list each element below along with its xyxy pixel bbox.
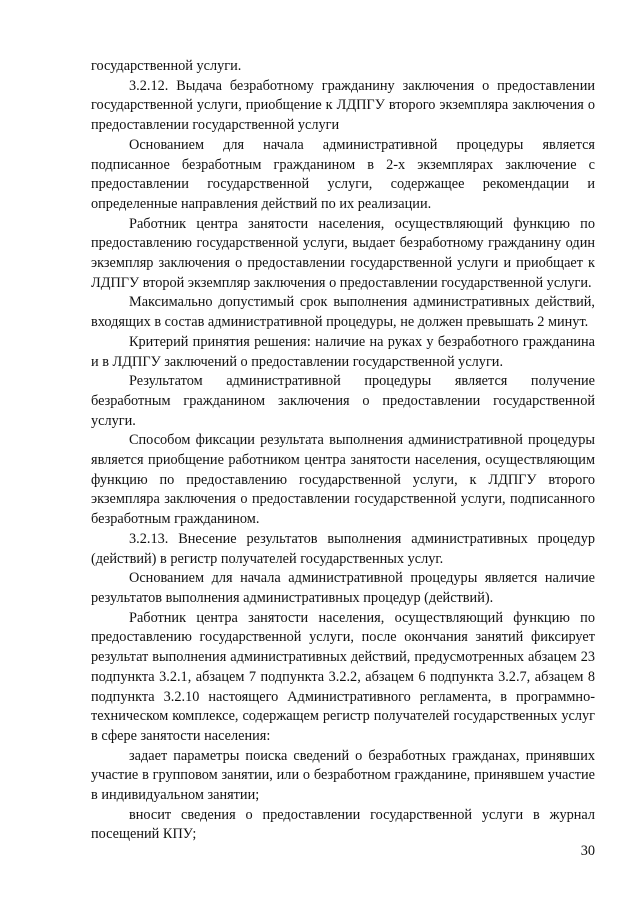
paragraph: Основанием для начала административной процедуры является наличие результатов выполнения административных процедур (действий). — [91, 570, 595, 606]
paragraph: Работник центра занятости населения, осуществляющий функцию по предоставлению государственной услуги, после окончания занятий фиксирует результат выполнения административных действий, предусмотренных абзацем 23 подпункта 3.2.1, абзацем 7 подпункта 3.2.2, абзацем 6 подпункта 3.2.7, абзацем 8 подпункта 3.2.10 настоящего Административного регламента, в программно-техническом комплексе, содержащем регистр получателей государственных услуг в сфере занятости населения: — [91, 609, 595, 744]
paragraph-continuation: государственной услуги. — [91, 58, 242, 74]
paragraph: Максимально допустимый срок выполнения административных действий, входящих в состав административной процедуры, не должен превышать 2 минут. — [91, 294, 595, 331]
paragraph-section-3-2-12-heading: 3.2.12. Выдача безработному гражданину заключения о предоставлении государственной услуги, приобщение к ЛДПГУ второго экземпляра заключения о предоставлении государственной услуги — [91, 77, 595, 134]
paragraph: вносит сведения о предоставлении государственной услуги в журнал посещений КПУ; — [91, 806, 595, 843]
page-number: 30 — [580, 843, 595, 859]
paragraph: Результатом административной процедуры является получение безработным гражданином заключения о предоставлении государственной услуги. — [91, 373, 595, 429]
paragraph: задает параметры поиска сведений о безработных гражданах, принявших участие в групповом занятии, или о безработном гражданине, принявшем участие в индивидуальном занятии; — [91, 747, 595, 804]
paragraph: Работник центра занятости населения, осуществляющий функцию по предоставлению государственной услуги, выдает безработному гражданину один экземпляр заключения о предоставлении государственной услуги и приобщает к ЛДПГУ второй экземпляр заключения о предоставлении государственной услуги. — [91, 215, 595, 291]
paragraph: Способом фиксации результата выполнения административной процедуры является приобщение работником центра занятости населения, осуществляющим функцию по предоставлению государственной услуги, к ЛДПГУ второго экземпляра заключения о предоставлении государственной услуги, подписанного безработным гражданином. — [91, 432, 595, 528]
document-body — [91, 57, 595, 845]
paragraph: Основанием для начала административной процедуры является подписанное безработным гражданином в 2-х экземплярах заключение с предоставлении государственной услуги, содержащее рекомендации и определенные направления действий по их реализации. — [91, 136, 595, 212]
paragraph: Критерий принятия решения: наличие на руках у безработного гражданина и в ЛДПГУ заключений о предоставлении государственной услуги. — [91, 333, 595, 370]
paragraph-section-3-2-13-heading: 3.2.13. Внесение результатов выполнения административных процедур (действий) в регистр получателей государственных услуг. — [91, 530, 595, 567]
